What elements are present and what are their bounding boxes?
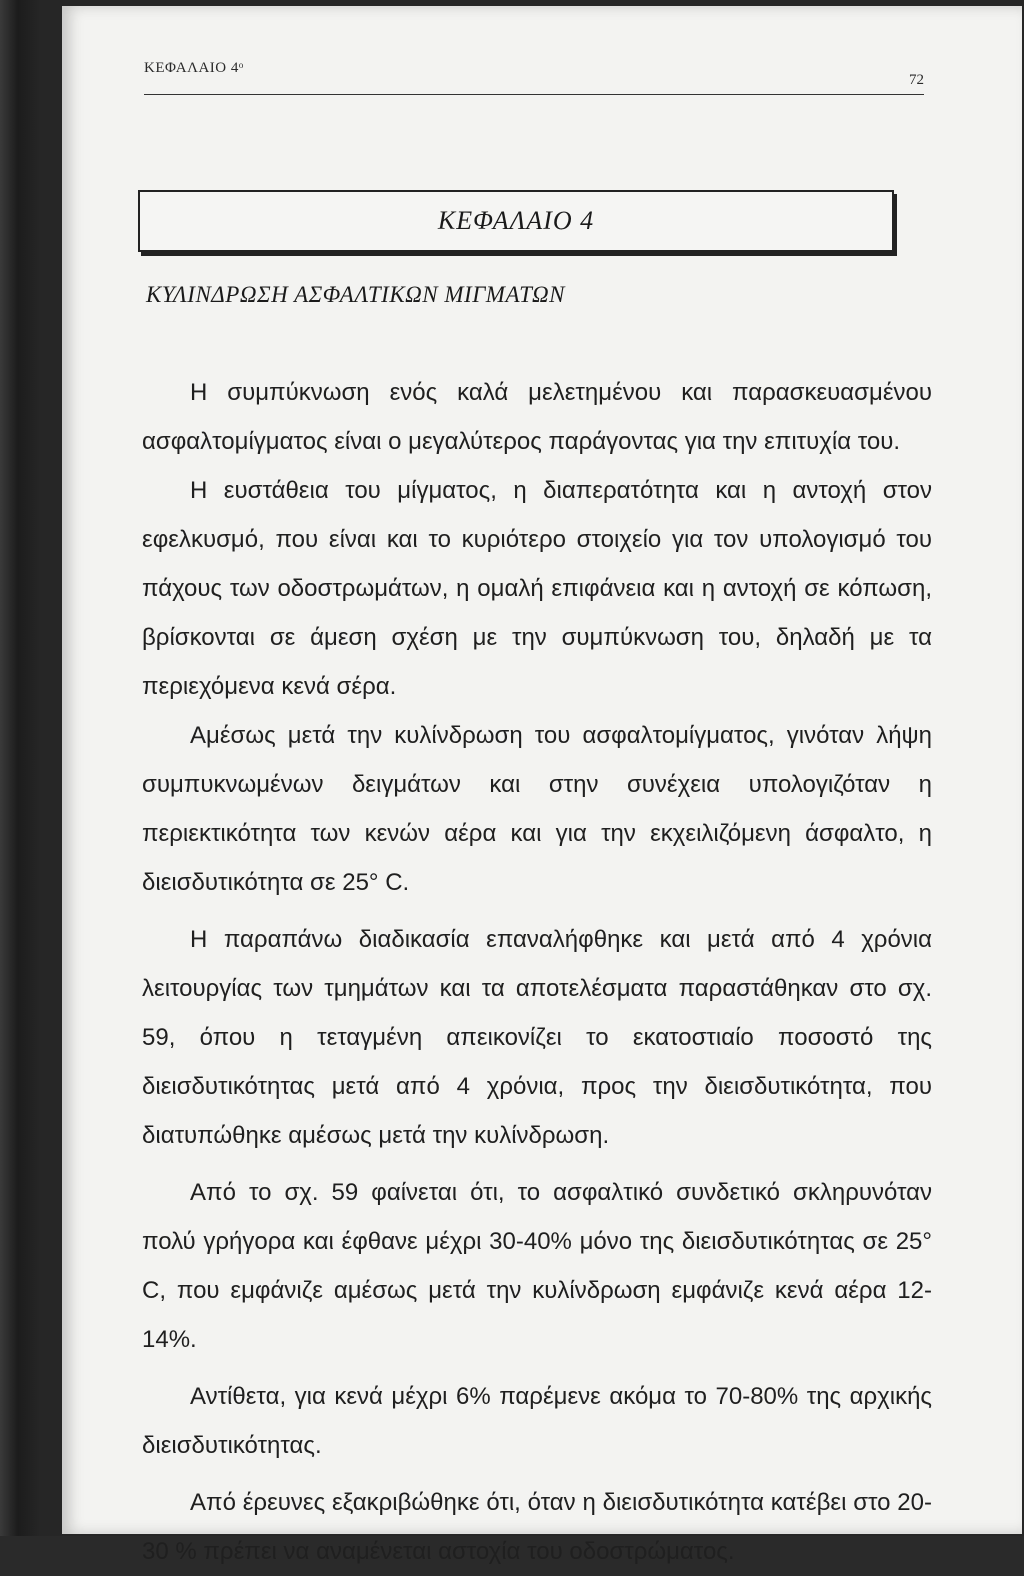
paragraph: Από έρευνες εξακριβώθηκε ότι, όταν η διεισδυτικότητα κατέβει στο 20-30 % πρέπει να αναμένεται αστοχία του οδοστρώματος. <box>142 1489 932 1565</box>
page-number: 72 <box>909 72 924 88</box>
running-header <box>144 50 924 95</box>
paragraph: Η ευστάθεια του μίγματος, η διαπερατότητα και η αντοχή στον εφελκυσμό, που είναι και το κυριότερο στοιχείο για τον υπολογισμό του πάχους των οδοστρωμάτων, η ομαλή επιφάνεια και η αντοχή σε κόπωση, βρίσκονται σε άμεση σχέση με την συμπύκνωση του, δηλαδή με τα περιεχόμενα κενά σέρα. <box>142 477 932 700</box>
running-title: ΚΕΦΑΛΑΙΟ 4ᵒ <box>144 60 244 76</box>
paragraph: Η συμπύκνωση ενός καλά μελετημένου και παρασκευασμένου ασφαλτομίγματος είναι ο μεγαλύτερος παράγοντας για την επιτυχία του. <box>142 379 932 455</box>
chapter-title: ΚΕΦΑΛΑΙΟ 4 <box>437 206 595 235</box>
document-page <box>62 6 1022 1565</box>
paragraph: Από το σχ. 59 φαίνεται ότι, το ασφαλτικό συνδετικό σκληρυνόταν πολύ γρήγορα και έφθανε μέχρι 30-40% μόνο της διεισδυτικότητας σε 25° C, που εμφάνιζε αμέσως μετά την κυλίνδρωση εμφάνιζε κενά αέρα 12-14%. <box>142 1179 932 1353</box>
section-title: ΚΥΛΙΝΔΡΩΣΗ ΑΣΦΑΛΤΙΚΩΝ ΜΙΓΜΑΤΩΝ <box>146 282 566 307</box>
paragraph: Αντίθετα, για κενά μέχρι 6% παρέμενε ακόμα το 70-80% της αρχικής διεισδυτικότητας. <box>142 1383 932 1459</box>
paragraph: Αμέσως μετά την κυλίνδρωση του ασφαλτομίγματος, γινόταν λήψη συμπυκνωμένων δειγμάτων και στην συνέχεια υπολογιζόταν η περιεκτικότητα των κενών αέρα και για την εκχειλιζόμενη άσφαλτο, η διεισδυτικότητα σε 25° C. <box>142 722 932 896</box>
chapter-title-box <box>138 190 894 252</box>
body-text <box>142 368 932 1576</box>
paragraph: Η παραπάνω διαδικασία επαναλήφθηκε και μετά από 4 χρόνια λειτουργίας των τμημάτων και τα αποτελέσματα παραστάθηκαν στο σχ. 59, όπου η τεταγμένη απεικονίζει το εκατοστιαίο ποσοστό της διεισδυτικότητας μετά από 4 χρόνια, προς την διεισδυτικότητα, που διατυπώθηκε αμέσως μετά την κυλίνδρωση. <box>142 926 932 1149</box>
